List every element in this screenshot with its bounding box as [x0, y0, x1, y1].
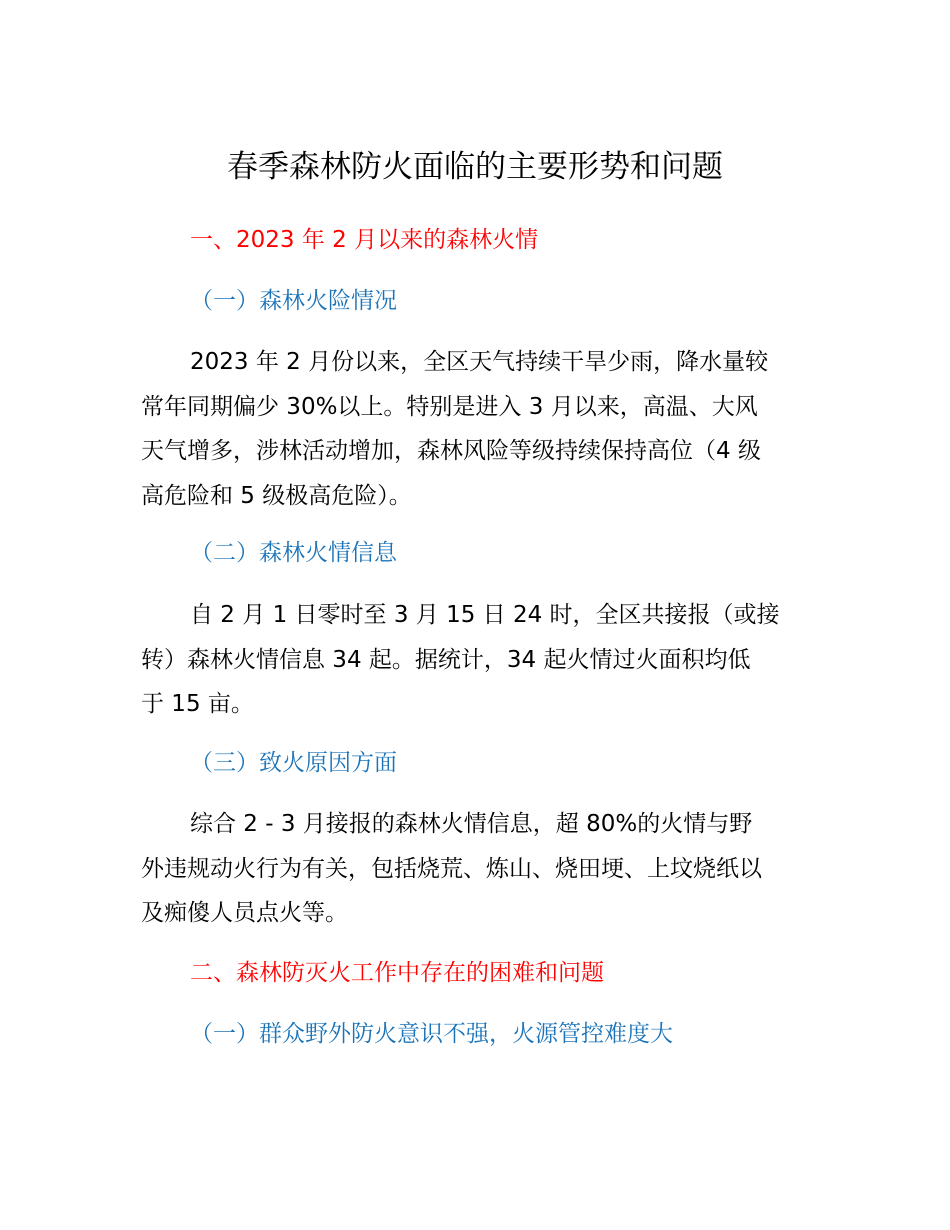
paragraph-line: 于 15 亩。: [141, 691, 254, 717]
paragraph-line: 转）森林火情信息 34 起。据统计，34 起火情过火面积均低: [141, 646, 751, 673]
paragraph-line: 及痴傻人员点火等。: [141, 900, 348, 926]
paragraph-line: 常年同期偏少 30%以上。特别是进入 3 月以来，高温、大风: [141, 393, 758, 420]
subsection-heading-1-2: （二）森林火情信息: [190, 540, 397, 566]
subsection-heading-2-1: （一）群众野外防火意识不强，火源管控难度大: [190, 1021, 673, 1047]
paragraph-line: 2023 年 2 月份以来，全区天气持续干旱少雨，降水量较: [190, 349, 769, 375]
paragraph-line: 外违规动火行为有关，包括烧荒、炼山、烧田埂、上坟烧纸以: [141, 855, 762, 882]
paragraph-1-1: [141, 340, 768, 518]
paragraph-line: 天气增多，涉林活动增加，森林风险等级持续保持高位（4 级: [141, 438, 761, 464]
paragraph-line: 综合 2 - 3 月接报的森林火情信息，超 80%的火情与野: [190, 811, 753, 837]
paragraph-line: 自 2 月 1 日零时至 3 月 15 日 24 时，全区共接报（或接: [190, 602, 780, 628]
section-heading-1: 一、2023 年 2 月以来的森林火情: [190, 227, 539, 253]
paragraph-1-2: [141, 593, 780, 727]
paragraph-1-3: [141, 802, 762, 936]
paragraph-line: 高危险和 5 级极高危险）。: [141, 482, 412, 509]
document-title: 春季森林防火面临的主要形势和问题: [227, 149, 723, 185]
subsection-heading-1-3: （三）致火原因方面: [190, 750, 397, 776]
section-heading-2: 二、森林防灭火工作中存在的困难和问题: [190, 960, 604, 986]
subsection-heading-1-1: （一）森林火险情况: [190, 288, 397, 314]
